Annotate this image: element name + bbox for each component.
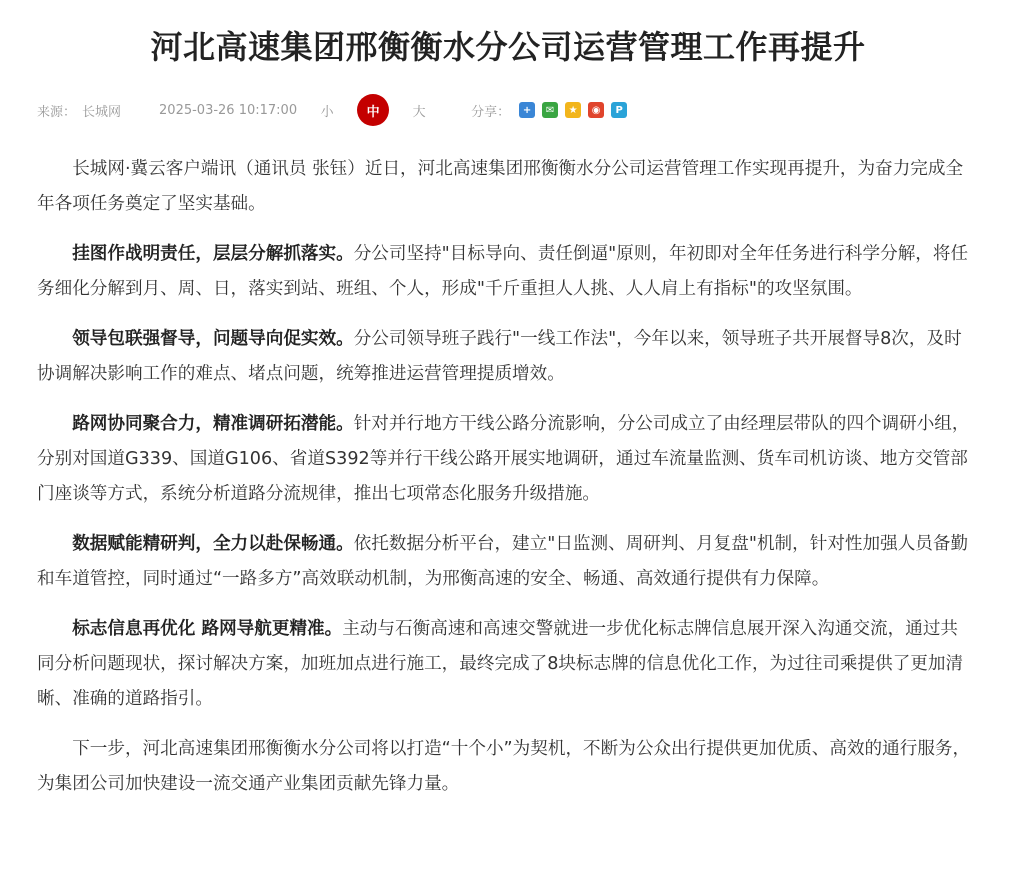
paragraph-lead: 领导包联强督导，问题导向促实效。 [72,329,354,349]
paragraph-text: 依托数据分析平台，建立"日监测、周研判、月复盘"机制，针对性加强人员备勤和车道管控，同时通过“一路多方”高效联动机制，为邢衡高速的安全、畅通、高效通行提供有力保障。 [37,534,969,589]
article-body [37,152,972,817]
share-icons [512,102,627,118]
font-size-large-button[interactable]: 大 [412,104,426,120]
article-paragraph [37,612,972,717]
paragraph-lead: 挂图作战明责任，层层分解抓落实。 [72,244,354,264]
source-name: 长城网 [82,104,122,120]
article-paragraph [37,732,972,802]
paragraph-text: 下一步，河北高速集团邢衡衡水分公司将以打造“十个小”为契机，不断为公众出行提供更加优质、高效的通行服务，为集团公司加快建设一流交通产业集团贡献先锋力量。 [37,739,971,794]
paragraph-text: 分公司领导班子践行"一线工作法"，今年以来，领导班子共开展督导8次，及时协调解决影响工作的难点、堵点问题，统筹推进运营管理提质增效。 [37,329,962,384]
article-paragraph [37,407,972,512]
article-paragraph [37,237,972,307]
share-more-icon[interactable]: + [519,102,535,118]
article-paragraph [37,152,972,222]
paragraph-text: 长城网·冀云客户端讯（通讯员 张钰）近日，河北高速集团邢衡衡水分公司运营管理工作实现再提升，为奋力完成全年各项任务奠定了坚实基础。 [37,159,964,214]
wechat-icon[interactable]: ✉ [542,102,558,118]
weibo-icon[interactable]: ◉ [588,102,604,118]
paragraph-text: 针对并行地方干线公路分流影响，分公司成立了由经理层带队的四个调研小组，分别对国道G339、国道G106、省道S392等并行干线公路开展实地调研，通过车流量监测、货车司机访谈、地方交管部门座谈等方式，系统分析道路分流规律，推出七项常态化服务升级措施。 [37,414,970,504]
paragraph-lead: 标志信息再优化 路网导航更精准。 [72,619,343,639]
paragraph-text: 主动与石衡高速和高速交警就进一步优化标志牌信息展开深入沟通交流，通过共同分析问题现状，探讨解决方案，加班加点进行施工，最终完成了8块标志牌的信息优化工作，为过往司乘提供了更加清晰、准确的道路指引。 [37,619,964,709]
tencent-weibo-icon[interactable]: P [611,102,627,118]
source [37,101,121,120]
share-label: 分享： [471,104,511,120]
source-label: 来源： [37,104,77,120]
font-size-medium-button[interactable]: 中 [357,94,389,126]
share-bar [471,101,627,120]
article-paragraph [37,322,972,392]
font-size-small-button[interactable]: 小 [320,104,334,120]
qzone-icon[interactable]: ★ [565,102,581,118]
article-meta [37,94,627,126]
paragraph-lead: 数据赋能精研判，全力以赴保畅通。 [72,534,354,554]
article-paragraph [37,527,972,597]
publish-datetime: 2025-03-26 10:17:00 [159,102,298,118]
article-title: 河北高速集团邢衡衡水分公司运营管理工作再提升 [150,28,866,66]
paragraph-lead: 路网协同聚合力，精准调研拓潜能。 [72,414,354,434]
paragraph-text: 分公司坚持"目标导向、责任倒逼"原则，年初即对全年任务进行科学分解，将任务细化分解到月、周、日，落实到站、班组、个人，形成"千斤重担人人挑、人人肩上有指标"的攻坚氛围。 [37,244,969,299]
